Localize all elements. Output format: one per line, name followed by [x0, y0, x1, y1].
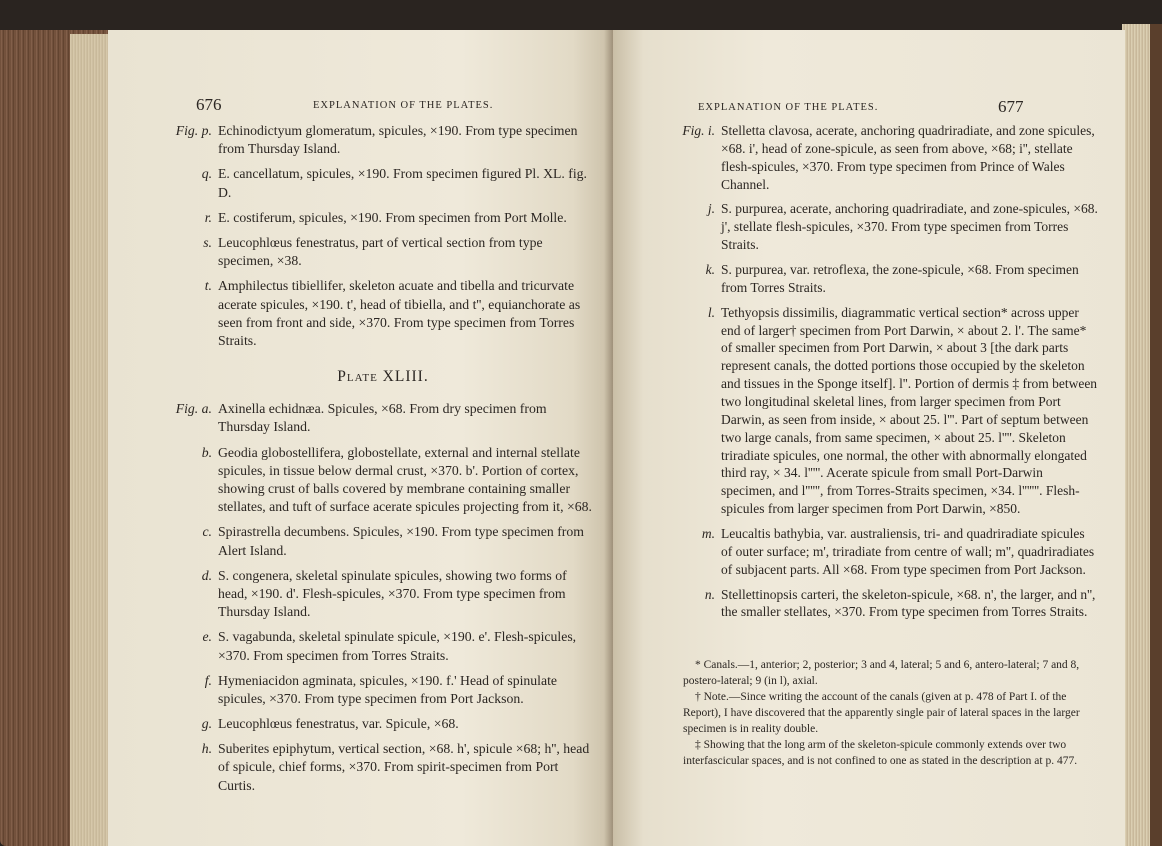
figure-label: Fig. i.	[682, 123, 715, 138]
figure-label: Fig. a.	[175, 401, 212, 417]
figure-label: j.	[707, 201, 715, 217]
figure-label: g.	[201, 716, 212, 732]
figure-description: S. vagabunda, skeletal spinulate spicule, ×190. e'. Flesh-spicules, ×370. From specimen from Torres Straits.	[218, 629, 577, 663]
plate-title: Plate XLIII.	[337, 368, 429, 386]
left-page	[108, 30, 613, 846]
right-entries	[677, 122, 1099, 628]
figure-description: S. purpurea, acerate, anchoring quadriradiate, and zone-spicules, ×68. j', stellate flesh-spicules, ×370. From type specimen from Torres Straits.	[721, 201, 1098, 253]
figure-description: E. costiferum, spicules, ×190. From specimen from Port Molle.	[218, 209, 567, 225]
figure-label: Fig. p.	[175, 123, 212, 138]
footnote: ‡ Showing that the long arm of the skeleton-spicule commonly extends over two interfascicular spaces, and is not confined to one as stated in the description at p. 477.	[683, 739, 1078, 767]
figure-description: Leucophlœus fenestratus, part of vertical section from type specimen, ×38.	[218, 234, 543, 269]
figure-label: b.	[201, 444, 212, 460]
figure-description: Axinella echidnæa. Spicules, ×68. From dry specimen from Thursday Island.	[218, 401, 547, 435]
figure-entry	[677, 122, 1099, 193]
figure-entry	[677, 304, 1099, 518]
left-entries	[174, 122, 592, 802]
figure-description: S. purpurea, var. retroflexa, the zone-spicule, ×68. From specimen from Torres Straits.	[721, 262, 1079, 295]
right-cover-edge	[1150, 24, 1162, 846]
figure-description: Hymeniacidon agminata, spicules, ×190. f.' Head of spinulate spicules, ×370. From type specimen from Port Jackson.	[218, 672, 557, 706]
figure-entry	[174, 209, 592, 227]
figure-description: Spirastrella decumbens. Spicules, ×190. From type specimen from Alert Island.	[218, 524, 584, 558]
left-page-number: 676	[196, 95, 222, 114]
figure-label: c.	[202, 524, 212, 540]
figure-label: t.	[204, 278, 212, 294]
figure-description: Geodia globostellifera, globostellate, external and internal stellate spicules, in tissue below dermal crust, ×370. b'. Portion of cortex, showing crust of balls covered by membrane containing smaller stellates, and tuft of surface acerate spicules projecting from it, ×68.	[218, 444, 592, 515]
figure-description: Amphilectus tibiellifer, skeleton acuate and tibella and tricurvate acerate spicules, ×190. t', head of tibiella, and t'', equianchorate as seen from front and side, ×370. From type specimen from Torres Straits.	[218, 278, 581, 348]
figure-entry	[174, 122, 592, 158]
figure-entry	[174, 523, 592, 559]
figure-description: S. congenera, skeletal spinulate spicules, showing two forms of head, ×190. d'. Flesh-spicules, ×370. From type specimen from Thursday Island.	[218, 567, 567, 620]
figure-entry	[174, 444, 592, 517]
figure-entry	[677, 200, 1099, 254]
left-running-head: EXPLANATION OF THE PLATES.	[313, 100, 494, 111]
right-page-number: 677	[998, 97, 1024, 116]
figure-description: Leucophlœus fenestratus, var. Spicule, ×68.	[218, 716, 459, 732]
figure-entry	[174, 715, 592, 733]
figure-entry	[174, 672, 592, 708]
figure-label: l.	[707, 304, 715, 320]
figure-description: Leucaltis bathybia, var. australiensis, tri- and quadriradiate spicules of outer surface; m', triradiate from centre of wall; m'', quadriradiates of subjacent parts. All ×68. From type specimen from Port Jackson.	[721, 526, 1095, 577]
footnote: † Note.—Since writing the account of the canals (given at p. 478 of Part I. of the Report), I have discovered that the apparently single pair of lateral spaces in the larger specimen is in reality double.	[683, 691, 1080, 735]
figure-label: m.	[701, 526, 715, 542]
figure-label: s.	[203, 234, 212, 250]
footnote: * Canals.—1, anterior; 2, posterior; 3 and 4, lateral; 5 and 6, antero-lateral; 7 and 8, postero-lateral; 9 (in l), axial.	[683, 659, 1080, 687]
figure-description: Stellettinopsis carteri, the skeleton-spicule, ×68. n', the larger, and n'', the smaller stellates, ×370. From type specimen from Torres Straits.	[721, 586, 1096, 620]
figure-entry	[174, 400, 592, 436]
figure-label: d.	[201, 567, 212, 583]
footnotes	[683, 657, 1101, 769]
figure-description: E. cancellatum, spicules, ×190. From specimen figured Pl. XL. fig. D.	[218, 166, 587, 200]
figure-description: Tethyopsis dissimilis, diagrammatic vertical section* across upper end of larger† specimen from Port Darwin, × about 2. l'. The same* of smaller specimen from Port Darwin, × about 3 [the dark parts represent canals, the dotted portions those occupied by the skeleton and tissues in the Sponge itself]. l''. Portion of dermis ‡ from between two longitudinal skeletal lines, from larger specimen from Port Darwin, as seen from inside, × about 25. l'''. Part of septum between two large canals, from same specimen, × about 25. l''''. Skeleton triradiate spicules, one normal, the other with abnormally elongated third ray, × 34. l'''''. Acerate spicule from small Port-Darwin specimen, and l'''''', from Torres-Straits specimen, ×34. l'''''''. Flesh-spicules from larger specimen from Port Darwin, ×850.	[721, 304, 1098, 517]
figure-entry	[174, 165, 592, 201]
figure-entry	[174, 277, 592, 350]
figure-label: h.	[201, 741, 212, 757]
figure-label: f.	[204, 672, 212, 688]
figure-label: e.	[202, 629, 212, 645]
figure-entry	[677, 261, 1099, 297]
figure-label: r.	[204, 209, 212, 225]
figure-entry	[174, 234, 592, 270]
figure-label: k.	[705, 262, 715, 278]
figure-description: Suberites epiphytum, vertical section, ×68. h', spicule ×68; h'', head of spicule, chief forms, ×370. From spirit-specimen from Port Curtis.	[218, 741, 590, 793]
figure-entry	[174, 740, 592, 795]
right-page	[613, 30, 1125, 846]
figure-entry	[174, 628, 592, 664]
figure-label: n.	[704, 586, 715, 602]
figure-description: Echinodictyum glomeratum, spicules, ×190. From type specimen from Thursday Island.	[218, 123, 578, 157]
figure-entry	[677, 525, 1099, 579]
figure-label: q.	[201, 166, 212, 182]
figure-description: Stelletta clavosa, acerate, anchoring quadriradiate, and zone spicules, ×68. i', head of zone-spicule, as seen from above, ×68; i'', stellate flesh-spicules, ×370. From type specimen from Prince of Wales Channel.	[721, 123, 1095, 192]
right-running-head: EXPLANATION OF THE PLATES.	[698, 102, 879, 113]
figure-entry	[677, 586, 1099, 622]
figure-entry	[174, 567, 592, 622]
